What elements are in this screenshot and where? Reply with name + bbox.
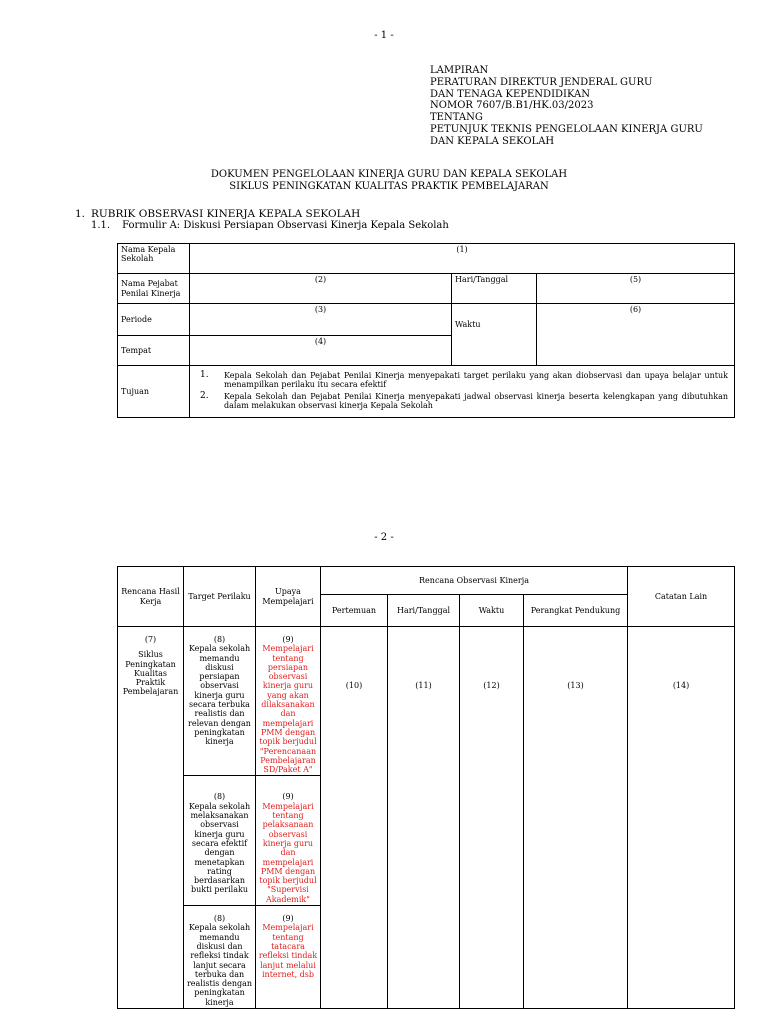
nama-kepala-label: Nama Kepala Sekolah: [118, 244, 190, 274]
target-number: (8): [213, 792, 226, 802]
lampiran-line: LAMPIRAN: [430, 65, 489, 76]
lampiran-line: PERATURAN DIREKTUR JENDERAL GURU: [430, 76, 653, 88]
header-hari-tanggal: Hari/Tanggal: [388, 595, 460, 627]
lampiran-line: DAN TENAGA KEPENDIDIKAN: [430, 88, 591, 100]
header-perangkat-pendukung: Perangkat Pendukung: [524, 595, 628, 627]
upaya-number: (9): [282, 792, 294, 802]
upaya-number: (9): [282, 635, 294, 644]
tujuan-item-text: Kepala Sekolah dan Pejabat Penilai Kinerja menyepakati jadwal observasi kinerja beserta kelengkapan yang dibutuhkan dalam melakukan observasi kinerja Kepala Sekolah: [224, 391, 729, 410]
document-title-line: SIKLUS PENINGKATAN KUALITAS PRAKTIK PEMBELAJARAN: [229, 180, 549, 192]
lampiran-line: NOMOR 7607/B.B1/HK.03/2023: [430, 100, 594, 112]
perangkat-value: (13): [524, 627, 628, 1009]
target-text: Kepala sekolah memandu diskusi dan refleksi tindak lanjut secara terbuka dan realistis dengan peningkatan kinerja: [186, 923, 253, 1007]
document-title-line: DOKUMEN PENGELOLAAN KINERJA GURU DAN KEPALA SEKOLAH: [210, 169, 568, 180]
rencana-hasil-number: (7): [144, 635, 157, 644]
target-number: (8): [213, 635, 226, 644]
subsection-number: 1.1.: [91, 220, 111, 231]
rencana-hasil-text: Siklus Peningkatan Kualitas Praktik Pembelajaran: [122, 650, 179, 697]
waktu-value: (6): [537, 304, 735, 366]
header-target-perilaku: Target Perilaku: [184, 567, 256, 627]
header-upaya-mempelajari: Upaya Mempelajari: [256, 567, 321, 627]
tempat-label: Tempat: [118, 336, 190, 366]
section-heading: [75, 208, 360, 220]
tujuan-item-number: 2.: [200, 390, 209, 401]
header-rencana-hasil: Rencana Hasil Kerja: [118, 567, 184, 627]
hari-tanggal-value: (5): [537, 274, 735, 304]
lampiran-line: PETUNJUK TEKNIS PENGELOLAAN KINERJA GURU: [430, 123, 703, 135]
rencana-hasil-cell: [118, 627, 184, 1009]
subsection-title: Formulir A: Diskusi Persiapan Observasi Kinerja Kepala Sekolah: [122, 220, 449, 231]
document-title: [0, 169, 768, 192]
header-catatan-lain: Catatan Lain: [628, 567, 735, 627]
upaya-cell: [256, 776, 321, 906]
nama-kepala-value: (1): [190, 244, 735, 274]
nama-pejabat-value: (2): [190, 274, 452, 304]
upaya-text: Mempelajari tentang persiapan observasi kinerja guru yang akan dilaksanakan dan mempelajari PMM dengan topik berjudul "Perencanaan Pembelajaran SD/Paket A": [259, 644, 317, 775]
header-pertemuan: Pertemuan: [321, 595, 388, 627]
waktu-value: (12): [460, 627, 524, 1009]
target-number: (8): [213, 914, 226, 924]
lampiran-line: TENTANG: [430, 112, 483, 124]
tujuan-item-text: Kepala Sekolah dan Pejabat Penilai Kinerja menyepakati target perilaku yang akan diobservasi dan upaya belajar untuk menampilkan perilaku itu secara efektif: [224, 370, 729, 390]
tujuan-item: [200, 371, 728, 390]
upaya-cell: [256, 906, 321, 1009]
hari-tanggal-value: (11): [388, 627, 460, 1009]
target-cell: [184, 627, 256, 776]
tempat-value: (4): [190, 336, 452, 366]
hari-tanggal-label: Hari/Tanggal: [452, 274, 537, 304]
header-rencana-observasi: Rencana Observasi Kinerja: [321, 567, 628, 595]
nama-pejabat-label: Nama Pejabat Penilai Kinerja: [118, 274, 190, 304]
upaya-number: (9): [282, 914, 294, 924]
target-text: Kepala sekolah memandu diskusi persiapan observasi kinerja guru secara terbuka realistis dan relevan dengan peningkatan kinerja: [188, 644, 251, 747]
periode-value: (3): [190, 304, 452, 336]
header-waktu: Waktu: [460, 595, 524, 627]
form-a-table: [117, 243, 735, 418]
page-number-1: - 1 -: [374, 30, 394, 41]
tujuan-label: Tujuan: [118, 366, 190, 418]
tujuan-item-number: 1.: [200, 369, 209, 380]
target-cell: [184, 776, 256, 906]
lampiran-line: DAN KEPALA SEKOLAH: [430, 135, 555, 147]
page-number-2: - 2 -: [374, 532, 394, 543]
subsection-heading: [91, 220, 449, 231]
upaya-text: Mempelajari tentang pelaksanaan observasi kinerja guru dan mempelajari PMM dengan topik berjudul "Supervisi Akademik": [259, 801, 317, 904]
section-title: RUBRIK OBSERVASI KINERJA KEPALA SEKOLAH: [91, 208, 361, 220]
periode-label: Periode: [118, 304, 190, 336]
tujuan-list: [190, 366, 735, 418]
target-cell: [184, 906, 256, 1009]
rencana-observasi-table: [117, 566, 735, 1009]
catatan-value: (14): [628, 627, 735, 1009]
target-text: Kepala sekolah melaksanakan observasi kinerja guru secara efektif dengan menetapkan rating berdasarkan bukti perilaku: [188, 801, 251, 895]
upaya-cell: [256, 627, 321, 776]
waktu-label: Waktu: [452, 304, 537, 366]
pertemuan-value: (10): [321, 627, 388, 1009]
tujuan-item: [200, 392, 728, 411]
section-number: 1.: [75, 208, 86, 220]
upaya-text: Mempelajari tentang tatacara refleksi tindak lanjut melalui internet, dsb: [258, 923, 318, 979]
lampiran-block: [430, 65, 703, 148]
